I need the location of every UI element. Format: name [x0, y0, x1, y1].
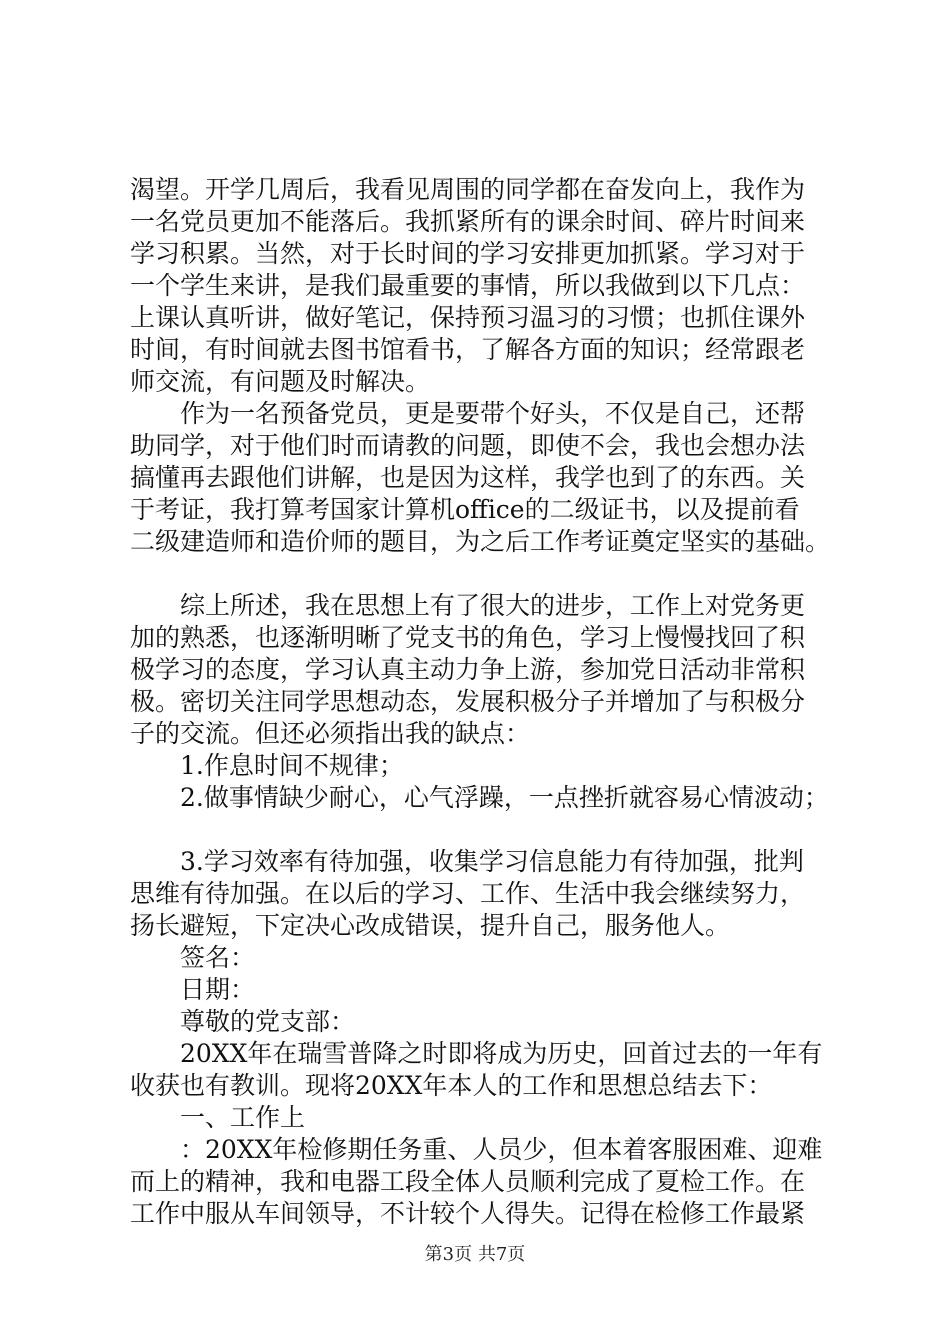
text-line: 师交流，有问题及时解决。	[130, 367, 431, 396]
text-line: 时间，有时间就去图书馆看书，了解各方面的知识；经常跟老	[130, 335, 806, 364]
document-body	[130, 174, 860, 1230]
text-line: 工作中服从车间领导，不计较个人得失。记得在检修工作最紧	[130, 1199, 806, 1228]
text-line: 学习积累。当然，对于长时间的学习安排更加抓紧。学习对于	[130, 239, 806, 268]
text-line: ：20XX年检修期任务重、人员少，但本着客服困难、迎难	[180, 1135, 823, 1164]
text-line: 思维有待加强。在以后的学习、工作、生活中我会继续努力，	[130, 879, 806, 908]
text-line: 尊敬的党支部：	[180, 1007, 356, 1036]
text-line: 一名党员更加不能落后。我抓紧所有的课余时间、碎片时间来	[130, 207, 806, 236]
text-line: 扬长避短，下定决心改成错误，提升自己，服务他人。	[130, 911, 731, 940]
text-line: 收获也有教训。现将20XX年本人的工作和思想总结去下：	[130, 1071, 773, 1100]
text-line: 作为一名预备党员，更是要带个好头，不仅是自己，还帮	[180, 399, 806, 428]
paragraph-gap	[130, 558, 860, 590]
text-line: 2.做事情缺少耐心，心气浮躁，一点挫折就容易心情波动；	[180, 783, 829, 812]
text-line: 1.作息时间不规律；	[180, 751, 404, 780]
text-line: 日期：	[180, 975, 256, 1004]
text-line: 3.学习效率有待加强，收集学习信息能力有待加强，批判	[180, 847, 804, 876]
text-line: 极学习的态度，学习认真主动力争上游，参加党日活动非常积	[130, 655, 806, 684]
text-line: 而上的精神，我和电器工段全体人员顺利完成了夏检工作。在	[130, 1167, 806, 1196]
text-line: 搞懂再去跟他们讲解，也是因为这样，我学也到了的东西。关	[130, 463, 806, 492]
text-line: 于考证，我打算考国家计算机office的二级证书，以及提前看	[130, 495, 800, 524]
text-line: 二级建造师和造价师的题目，为之后工作考证奠定坚实的基础。	[130, 527, 831, 556]
text-line: 签名：	[180, 943, 256, 972]
text-line: 渴望。开学几周后，我看见周围的同学都在奋发向上，我作为	[130, 175, 806, 204]
text-line: 极。密切关注同学思想动态，发展积极分子并增加了与积极分	[130, 687, 806, 716]
text-line: 助同学，对于他们时而请教的问题，即使不会，我也会想办法	[130, 431, 806, 460]
text-line: 一、工作上	[180, 1103, 306, 1132]
text-line: 子的交流。但还必须指出我的缺点：	[130, 719, 531, 748]
text-line: 综上所述，我在思想上有了很大的进步，工作上对党务更	[180, 591, 806, 620]
page-footer: 第3页 共7页	[424, 1244, 526, 1265]
text-line: 20XX年在瑞雪普降之时即将成为历史，回首过去的一年有	[180, 1039, 823, 1068]
paragraph-gap	[130, 814, 860, 846]
text-line: 加的熟悉，也逐渐明晰了党支书的角色，学习上慢慢找回了积	[130, 623, 806, 652]
text-line: 一个学生来讲，是我们最重要的事情，所以我做到以下几点：	[130, 271, 806, 300]
text-line: 上课认真听讲，做好笔记，保持预习温习的习惯；也抓住课外	[130, 303, 806, 332]
